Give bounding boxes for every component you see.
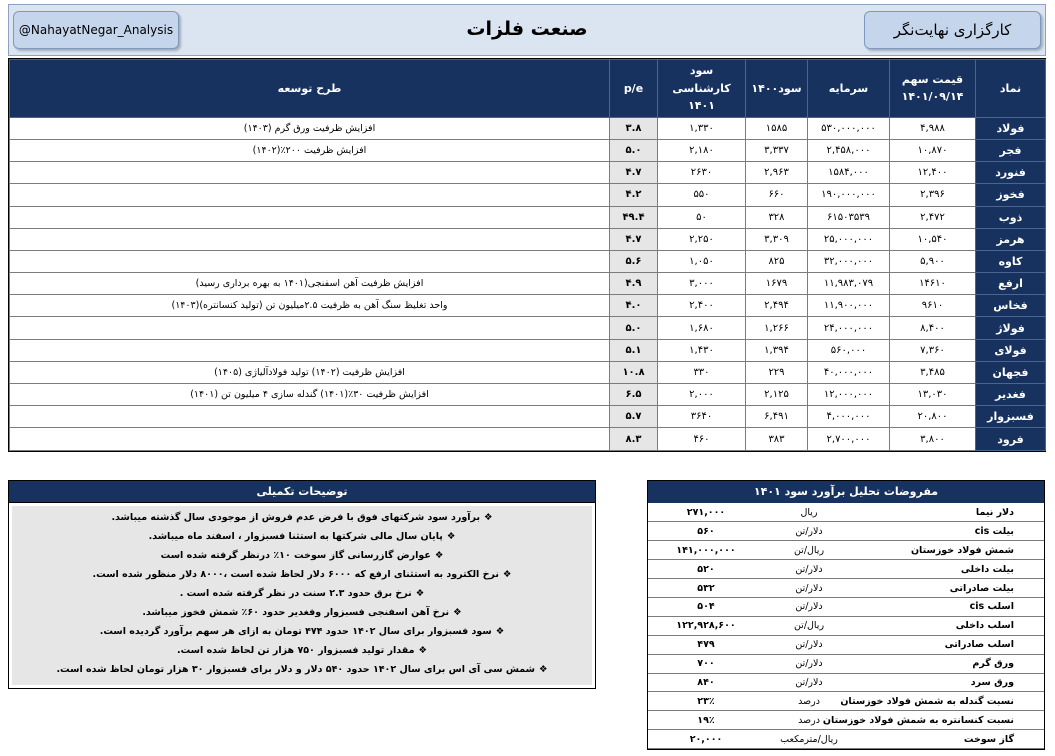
symbol-cell: فخوز (976, 184, 1046, 206)
profit-1400-cell: ۱۶۷۹ (746, 273, 808, 295)
capital-cell: ۱۱,۹۸۳,۰۷۹ (808, 273, 890, 295)
symbol-cell: فولاد (976, 117, 1046, 139)
table-row (10, 250, 1046, 272)
price-cell: ۱۳,۰۳۰ (890, 384, 976, 406)
profit-1401-cell: ۳۳۰ (658, 361, 746, 383)
profit-1401-cell: ۵۵۰ (658, 184, 746, 206)
pe-cell: ۵.۶ (610, 250, 658, 272)
symbol-cell: فنورد (976, 162, 1046, 184)
assumption-value: ۱۲۲,۹۲۸,۶۰۰ (648, 616, 764, 635)
capital-cell: ۲۵,۰۰۰,۰۰۰ (808, 228, 890, 250)
development-plan-cell (10, 184, 610, 206)
capital-cell: ۲,۷۰۰,۰۰۰ (808, 428, 890, 450)
note-text: پایان سال مالی شرکتها به استثنا فسبزوار ، اسفند ماه میباشد. (148, 531, 443, 542)
pe-cell: ۱۰.۸ (610, 361, 658, 383)
assumption-label: نسبت کنسانتره به شمش فولاد خوزستان (854, 711, 1044, 730)
assumption-unit: دلار/تن (764, 522, 854, 541)
capital-cell: ۳۲,۰۰۰,۰۰۰ (808, 250, 890, 272)
symbol-cell: کاوه (976, 250, 1046, 272)
assumption-value: ۵۰۴ (648, 597, 764, 616)
development-plan-cell (10, 250, 610, 272)
table-row (10, 406, 1046, 428)
symbol-cell: فولای (976, 339, 1046, 361)
table-row (10, 428, 1046, 450)
column-header-profit-1401: سود کارشناسی ۱۴۰۱ (658, 60, 746, 118)
profit-1400-cell: ۲,۹۶۳ (746, 162, 808, 184)
development-plan-cell: واحد تغلیظ سنگ آهن به ظرفیت ۲.۵میلیون تن (تولید کنسانتره)(۱۴۰۳) (10, 295, 610, 317)
assumption-value: ۱۴۱,۰۰۰,۰۰۰ (648, 541, 764, 560)
pe-cell: ۴.۹ (610, 273, 658, 295)
profit-1400-cell: ۱,۳۹۴ (746, 339, 808, 361)
profit-1400-cell: ۲۲۹ (746, 361, 808, 383)
note-item (20, 527, 584, 546)
column-header-symbol: نماد (976, 60, 1046, 118)
profit-1401-cell: ۲,۲۵۰ (658, 228, 746, 250)
development-plan-cell: افزایش ظرفیت ۲۰۰٪(۱۴۰۲) (10, 139, 610, 161)
notes-title: توضیحات تکمیلی (9, 481, 595, 503)
pe-cell: ۴.۰ (610, 295, 658, 317)
symbol-cell: فجر (976, 139, 1046, 161)
price-cell: ۱۰,۵۴۰ (890, 228, 976, 250)
price-cell: ۹۶۱۰ (890, 295, 976, 317)
assumption-value: ۵۲۰ (648, 560, 764, 579)
table-row (10, 273, 1046, 295)
assumption-unit: دلار/تن (764, 673, 854, 692)
symbol-cell: هرمز (976, 228, 1046, 250)
assumption-label: ورق گرم (854, 654, 1044, 673)
profit-1401-cell: ۲۶۳۰ (658, 162, 746, 184)
price-cell: ۴,۹۸۸ (890, 117, 976, 139)
table-row (10, 206, 1046, 228)
symbol-cell: فغدیر (976, 384, 1046, 406)
table-row (10, 317, 1046, 339)
symbol-cell: ذوب (976, 206, 1046, 228)
note-item (20, 641, 584, 660)
profit-1401-cell: ۵۰ (658, 206, 746, 228)
assumption-row (648, 673, 1044, 692)
note-text: نرخ برق حدود ۲.۳ سنت در نظر گرفته شده است . (179, 588, 412, 599)
note-text: نرخ الکترود به استثنای ارفع که ۶۰۰۰ دلار لحاظ شده است ،۸۰۰۰ دلار منظور شده است. (92, 569, 499, 580)
assumption-label: بیلت صادراتی (854, 579, 1044, 598)
symbol-cell: فسبزوار (976, 406, 1046, 428)
profit-1400-cell: ۲,۴۹۴ (746, 295, 808, 317)
bullet-icon: ❖ (453, 607, 462, 618)
assumption-value: ۲۰,۰۰۰ (648, 730, 764, 749)
note-item (20, 508, 584, 527)
symbol-cell: فولاژ (976, 317, 1046, 339)
bullet-icon: ❖ (539, 664, 548, 675)
profit-1401-cell: ۴۶۰ (658, 428, 746, 450)
development-plan-cell (10, 428, 610, 450)
table-row (10, 384, 1046, 406)
table-header-row (10, 60, 1046, 118)
assumption-unit: ریال/تن (764, 616, 854, 635)
pe-cell: ۴۹.۴ (610, 206, 658, 228)
profit-1400-cell: ۶۶۰ (746, 184, 808, 206)
assumption-unit: دلار/تن (764, 560, 854, 579)
capital-cell: ۲۴,۰۰۰,۰۰۰ (808, 317, 890, 339)
development-plan-cell (10, 206, 610, 228)
profit-1401-cell: ۱,۴۳۰ (658, 339, 746, 361)
assumption-unit: دلار/تن (764, 654, 854, 673)
handle-label: @NahayatNegar_Analysis (18, 23, 174, 37)
bullet-icon: ❖ (415, 588, 425, 599)
development-plan-cell (10, 317, 610, 339)
assumption-label: اسلب cis (854, 597, 1044, 616)
pe-cell: ۵.۰ (610, 317, 658, 339)
assumption-label: شمش فولاد خوزستان (854, 541, 1044, 560)
assumption-unit: ریال/مترمکعب (764, 730, 854, 749)
profit-1400-cell: ۳۸۳ (746, 428, 808, 450)
assumption-unit: دلار/تن (764, 579, 854, 598)
assumption-label: اسلب صادراتی (854, 635, 1044, 654)
development-plan-cell: افزایش ظرفیت ورق گرم (۱۴۰۳) (10, 117, 610, 139)
page-title: صنعت فلزات (466, 18, 588, 40)
profit-1400-cell: ۶,۴۹۱ (746, 406, 808, 428)
price-cell: ۵,۹۰۰ (890, 250, 976, 272)
pe-cell: ۴.۷ (610, 162, 658, 184)
pe-cell: ۴.۲ (610, 184, 658, 206)
note-item (20, 660, 584, 679)
bullet-icon: ❖ (446, 531, 456, 542)
note-text: نرخ آهن اسفنجی فسبزوار وفغدیر حدود ۶۰٪ شمش فخوز میباشد. (142, 607, 450, 618)
note-item (20, 584, 584, 603)
header-bar (8, 4, 1046, 56)
column-header-plan: طرح توسعه (10, 60, 610, 118)
assumption-value: ۴۷۹ (648, 635, 764, 654)
profit-1400-cell: ۳,۳۰۹ (746, 228, 808, 250)
column-header-capital: سرمایه (808, 60, 890, 118)
assumptions-table-body (648, 503, 1044, 749)
development-plan-cell (10, 406, 610, 428)
assumption-label: بیلت داخلی (854, 560, 1044, 579)
profit-1401-cell: ۱,۶۸۰ (658, 317, 746, 339)
table-row (10, 184, 1046, 206)
assumption-label: نسبت گندله به شمش فولاد خوزستان (854, 692, 1044, 711)
assumption-row (648, 730, 1044, 749)
symbol-cell: فرود (976, 428, 1046, 450)
pe-cell: ۵.۷ (610, 406, 658, 428)
price-cell: ۲۰,۸۰۰ (890, 406, 976, 428)
profit-1401-cell: ۲,۴۰۰ (658, 295, 746, 317)
assumption-value: ۲۳٪ (648, 692, 764, 711)
assumption-row (648, 579, 1044, 598)
capital-cell: ۱۵۸۴,۰۰۰ (808, 162, 890, 184)
price-cell: ۷,۳۶۰ (890, 339, 976, 361)
assumption-label: دلار نیما (854, 503, 1044, 522)
assumption-unit: درصد (764, 711, 854, 730)
assumption-unit: ریال/تن (764, 541, 854, 560)
development-plan-cell (10, 228, 610, 250)
price-cell: ۳,۴۸۵ (890, 361, 976, 383)
capital-cell: ۴۰,۰۰۰,۰۰۰ (808, 361, 890, 383)
pe-cell: ۵.۱ (610, 339, 658, 361)
assumption-row (648, 503, 1044, 522)
profit-1401-cell: ۳,۰۰۰ (658, 273, 746, 295)
assumption-value: ۵۶۰ (648, 522, 764, 541)
profit-1401-cell: ۱,۰۵۰ (658, 250, 746, 272)
symbol-cell: فخاس (976, 295, 1046, 317)
assumption-value: ۵۳۲ (648, 579, 764, 598)
symbol-cell: ارفع (976, 273, 1046, 295)
price-cell: ۱۴۶۱۰ (890, 273, 976, 295)
capital-cell: ۵۶۰,۰۰۰ (808, 339, 890, 361)
development-plan-cell: افزایش ظرفیت (۱۴۰۲) تولید فولادآلیاژی (۱۴۰۵) (10, 361, 610, 383)
assumption-label: گاز سوخت (854, 730, 1044, 749)
note-text: شمش سی آی اس برای سال ۱۴۰۲ حدود ۵۴۰ دلار و دلار برای فسبزوار ۳۰ هزار تومان لحاظ شده است. (56, 664, 535, 675)
notes-panel (8, 480, 596, 689)
note-text: سود فسبزوار برای سال ۱۴۰۲ حدود ۴۷۴ تومان به ازای هر سهم برآورد گردیده است. (99, 626, 492, 637)
capital-cell: ۲,۴۵۸,۰۰۰ (808, 139, 890, 161)
price-cell: ۱۲,۴۰۰ (890, 162, 976, 184)
stocks-table-container (8, 58, 1046, 452)
assumption-unit: ریال (764, 503, 854, 522)
development-plan-cell: افزایش ظرفیت آهن اسفنجی(۱۴۰۱ به بهره برداری رسید) (10, 273, 610, 295)
capital-cell: ۴,۰۰۰,۰۰۰ (808, 406, 890, 428)
assumptions-table (648, 503, 1044, 749)
note-text: برآورد سود شرکتهای فوق با فرض عدم فروش از موجودی سال گذشته میباشد. (111, 512, 481, 523)
profit-1400-cell: ۸۲۵ (746, 250, 808, 272)
table-row (10, 361, 1046, 383)
table-row (10, 228, 1046, 250)
pe-cell: ۶.۵ (610, 384, 658, 406)
capital-cell: ۵۳۰,۰۰۰,۰۰۰ (808, 117, 890, 139)
capital-cell: ۶۱۵۰۳۵۳۹ (808, 206, 890, 228)
column-header-pe: p/e (610, 60, 658, 118)
pe-cell: ۴.۷ (610, 228, 658, 250)
assumption-row (648, 541, 1044, 560)
price-cell: ۳,۸۰۰ (890, 428, 976, 450)
assumption-value: ۱۹٪ (648, 711, 764, 730)
notes-list (12, 506, 592, 685)
pe-cell: ۳.۸ (610, 117, 658, 139)
assumption-row (648, 711, 1044, 730)
stocks-table-body (10, 117, 1046, 450)
note-text: مقدار تولید فسبزوار ۷۵۰ هزار تن لحاظ شده است. (177, 645, 415, 656)
development-plan-cell (10, 162, 610, 184)
note-item (20, 603, 584, 622)
agency-badge (864, 11, 1041, 49)
column-header-price: قیمت سهم ۱۴۰۱/۰۹/۱۴ (890, 60, 976, 118)
table-row (10, 117, 1046, 139)
profit-1400-cell: ۳۲۸ (746, 206, 808, 228)
price-cell: ۱۰,۸۷۰ (890, 139, 976, 161)
assumption-row (648, 654, 1044, 673)
assumption-value: ۷۰۰ (648, 654, 764, 673)
note-text: عوارض گازرسانی گاز سوخت ۱۰٪ درنظر گرفته شده است (160, 550, 431, 561)
price-cell: ۲,۳۹۶ (890, 184, 976, 206)
assumption-value: ۲۷۱,۰۰۰ (648, 503, 764, 522)
assumption-row (648, 522, 1044, 541)
table-row (10, 295, 1046, 317)
profit-1401-cell: ۲,۰۰۰ (658, 384, 746, 406)
note-item (20, 546, 584, 565)
bullet-icon: ❖ (434, 550, 444, 561)
assumption-row (648, 597, 1044, 616)
bullet-icon: ❖ (502, 569, 512, 580)
assumption-row (648, 616, 1044, 635)
bullet-icon: ❖ (484, 512, 493, 523)
assumption-unit: دلار/تن (764, 597, 854, 616)
assumption-label: بیلت cis (854, 522, 1044, 541)
price-cell: ۲,۴۷۲ (890, 206, 976, 228)
pe-cell: ۸.۳ (610, 428, 658, 450)
assumption-value: ۸۴۰ (648, 673, 764, 692)
profit-1401-cell: ۱,۳۳۰ (658, 117, 746, 139)
profit-1400-cell: ۱۵۸۵ (746, 117, 808, 139)
price-cell: ۸,۴۰۰ (890, 317, 976, 339)
assumption-label: اسلب داخلی (854, 616, 1044, 635)
assumptions-title: مفروضات تحلیل برآورد سود ۱۴۰۱ (648, 481, 1044, 503)
assumption-row (648, 560, 1044, 579)
table-row (10, 339, 1046, 361)
capital-cell: ۱۲,۰۰۰,۰۰۰ (808, 384, 890, 406)
note-item (20, 622, 584, 641)
assumption-unit: درصد (764, 692, 854, 711)
table-row (10, 162, 1046, 184)
development-plan-cell (10, 339, 610, 361)
agency-label: کارگزاری نهایت‌نگر (893, 21, 1012, 39)
capital-cell: ۱۹۰,۰۰۰,۰۰۰ (808, 184, 890, 206)
development-plan-cell: افزایش ظرفیت ۳۰٪(۱۴۰۱) گندله سازی ۴ میلیون تن (۱۴۰۱) (10, 384, 610, 406)
assumption-row (648, 692, 1044, 711)
column-header-profit-1400: سود۱۴۰۰ (746, 60, 808, 118)
assumption-label: ورق سرد (854, 673, 1044, 692)
assumption-unit: دلار/تن (764, 635, 854, 654)
table-row (10, 139, 1046, 161)
profit-1400-cell: ۱,۲۶۶ (746, 317, 808, 339)
assumption-row (648, 635, 1044, 654)
profit-1400-cell: ۳,۳۳۷ (746, 139, 808, 161)
profit-1400-cell: ۲,۱۲۵ (746, 384, 808, 406)
bullet-icon: ❖ (495, 626, 505, 637)
symbol-cell: فجهان (976, 361, 1046, 383)
note-item (20, 565, 584, 584)
assumptions-panel (647, 480, 1045, 750)
pe-cell: ۵.۰ (610, 139, 658, 161)
capital-cell: ۱۱,۹۰۰,۰۰۰ (808, 295, 890, 317)
profit-1401-cell: ۲,۱۸۰ (658, 139, 746, 161)
stocks-table (9, 59, 1046, 451)
bullet-icon: ❖ (418, 645, 427, 656)
profit-1401-cell: ۳۶۴۰ (658, 406, 746, 428)
